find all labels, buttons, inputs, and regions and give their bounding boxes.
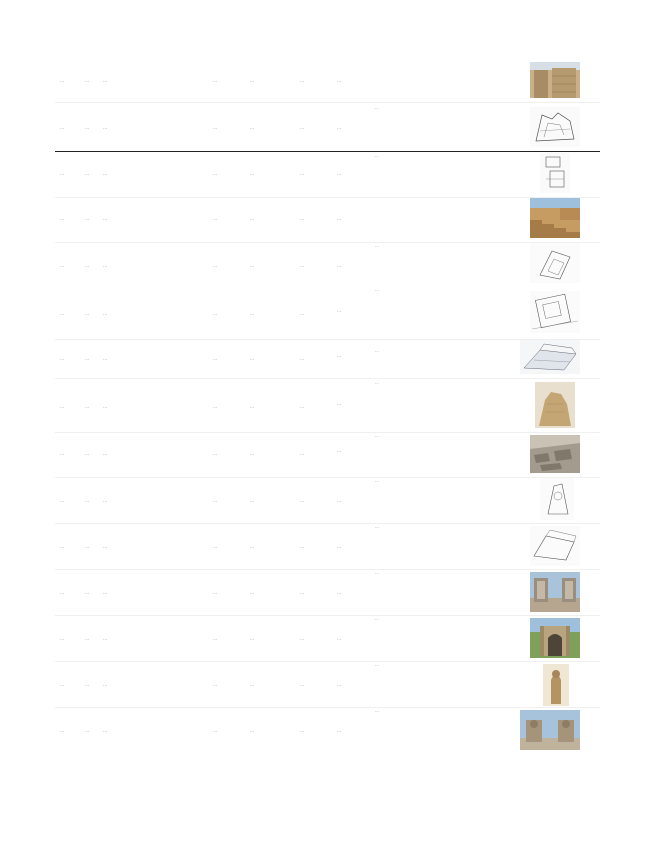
cell-number: … xyxy=(60,125,65,130)
cell-period: … xyxy=(250,311,255,316)
cell-type: … xyxy=(300,682,305,687)
cell-site: … xyxy=(213,544,218,549)
cell-index: … xyxy=(85,216,90,221)
cell-type: … xyxy=(300,728,305,733)
cell-description: … xyxy=(375,287,379,292)
table-row xyxy=(55,62,600,100)
cell-site: … xyxy=(213,125,218,130)
table-row xyxy=(55,570,600,614)
cell-period: … xyxy=(250,216,255,221)
cell-site: … xyxy=(213,498,218,503)
cell-number: … xyxy=(60,590,65,595)
cell-period: … xyxy=(250,125,255,130)
table-row xyxy=(55,708,600,752)
cell-period: … xyxy=(250,544,255,549)
thumbnail-statue-photo xyxy=(543,664,569,706)
cell-period: … xyxy=(250,356,255,361)
cell-index: … xyxy=(85,311,90,316)
cell-period: … xyxy=(250,728,255,733)
cell-number: … xyxy=(60,171,65,176)
cell-category: … xyxy=(337,353,342,358)
row-separator xyxy=(55,102,600,103)
thumbnail-gate-photo xyxy=(520,710,580,750)
cell-category: … xyxy=(337,308,342,313)
cell-category: … xyxy=(337,401,342,406)
table-row xyxy=(55,198,600,240)
cell-name: … xyxy=(103,125,108,130)
cell-period: … xyxy=(250,78,255,83)
table-row xyxy=(55,524,600,568)
cell-index: … xyxy=(85,544,90,549)
cell-name: … xyxy=(103,263,108,268)
cell-type: … xyxy=(300,636,305,641)
thumbnail-perspective-drawing xyxy=(530,526,580,566)
cell-type: … xyxy=(300,311,305,316)
cell-name: … xyxy=(103,216,108,221)
cell-description: … xyxy=(375,570,379,575)
cell-description: … xyxy=(375,524,379,529)
cell-site: … xyxy=(213,171,218,176)
cell-category: … xyxy=(337,590,342,595)
cell-category: … xyxy=(337,78,342,83)
cell-name: … xyxy=(103,451,108,456)
cell-category: … xyxy=(337,448,342,453)
cell-number: … xyxy=(60,404,65,409)
cell-number: … xyxy=(60,544,65,549)
thumbnail-stairs-photo xyxy=(530,198,580,238)
cell-type: … xyxy=(300,216,305,221)
table-row xyxy=(55,153,600,195)
table-row xyxy=(55,380,600,430)
cell-category: … xyxy=(337,263,342,268)
cell-category: … xyxy=(337,498,342,503)
cell-index: … xyxy=(85,263,90,268)
cell-period: … xyxy=(250,263,255,268)
cell-number: … xyxy=(60,498,65,503)
thumbnail-wall-photo xyxy=(530,62,580,98)
cell-index: … xyxy=(85,451,90,456)
cell-name: … xyxy=(103,78,108,83)
thumbnail-plan-drawing xyxy=(530,243,580,283)
thumbnail-drawing xyxy=(540,478,574,520)
cell-number: … xyxy=(60,636,65,641)
cell-name: … xyxy=(103,311,108,316)
cell-name: … xyxy=(103,636,108,641)
table-row xyxy=(55,478,600,522)
cell-name: … xyxy=(103,171,108,176)
cell-description: … xyxy=(375,380,379,385)
thumbnail-gate-photo xyxy=(530,618,580,658)
cell-site: … xyxy=(213,216,218,221)
cell-number: … xyxy=(60,682,65,687)
thumbnail-mound-photo xyxy=(535,382,575,428)
cell-type: … xyxy=(300,171,305,176)
cell-index: … xyxy=(85,125,90,130)
cell-period: … xyxy=(250,451,255,456)
cell-site: … xyxy=(213,78,218,83)
cell-category: … xyxy=(337,125,342,130)
cell-type: … xyxy=(300,78,305,83)
cell-description: … xyxy=(375,662,379,667)
cell-number: … xyxy=(60,728,65,733)
cell-period: … xyxy=(250,171,255,176)
cell-index: … xyxy=(85,356,90,361)
cell-site: … xyxy=(213,263,218,268)
cell-description: … xyxy=(375,433,379,438)
cell-name: … xyxy=(103,498,108,503)
cell-name: … xyxy=(103,356,108,361)
cell-site: … xyxy=(213,636,218,641)
cell-site: … xyxy=(213,682,218,687)
cell-category: … xyxy=(337,216,342,221)
cell-category: … xyxy=(337,636,342,641)
cell-index: … xyxy=(85,590,90,595)
cell-name: … xyxy=(103,682,108,687)
cell-site: … xyxy=(213,728,218,733)
cell-number: … xyxy=(60,451,65,456)
cell-period: … xyxy=(250,404,255,409)
section-rule xyxy=(55,151,600,152)
table-row xyxy=(55,662,600,706)
cell-name: … xyxy=(103,590,108,595)
cell-number: … xyxy=(60,263,65,268)
cell-index: … xyxy=(85,728,90,733)
cell-site: … xyxy=(213,311,218,316)
cell-type: … xyxy=(300,404,305,409)
table-row xyxy=(55,243,600,285)
thumbnail-gate-photo xyxy=(530,572,580,612)
thumbnail-ruins-photo xyxy=(530,435,580,473)
cell-site: … xyxy=(213,590,218,595)
cell-type: … xyxy=(300,590,305,595)
cell-description: … xyxy=(375,616,379,621)
cell-index: … xyxy=(85,682,90,687)
cell-description: … xyxy=(375,153,379,158)
cell-type: … xyxy=(300,125,305,130)
cell-index: … xyxy=(85,171,90,176)
cell-name: … xyxy=(103,728,108,733)
cell-description: … xyxy=(375,348,379,353)
cell-type: … xyxy=(300,356,305,361)
thumbnail-perspective-drawing xyxy=(520,340,580,374)
cell-category: … xyxy=(337,171,342,176)
cell-category: … xyxy=(337,544,342,549)
row-separator xyxy=(55,378,600,379)
cell-number: … xyxy=(60,216,65,221)
table-row xyxy=(55,340,600,376)
cell-category: … xyxy=(337,682,342,687)
table-row xyxy=(55,616,600,660)
cell-site: … xyxy=(213,356,218,361)
cell-site: … xyxy=(213,404,218,409)
cell-index: … xyxy=(85,78,90,83)
cell-number: … xyxy=(60,356,65,361)
cell-type: … xyxy=(300,544,305,549)
cell-type: … xyxy=(300,451,305,456)
cell-description: … xyxy=(375,708,379,713)
cell-period: … xyxy=(250,682,255,687)
cell-description: … xyxy=(375,243,379,248)
cell-period: … xyxy=(250,590,255,595)
cell-description: … xyxy=(375,105,379,110)
cell-type: … xyxy=(300,263,305,268)
cell-category: … xyxy=(337,728,342,733)
cell-index: … xyxy=(85,498,90,503)
cell-index: … xyxy=(85,404,90,409)
thumbnail-drawing xyxy=(540,153,570,193)
cell-number: … xyxy=(60,311,65,316)
thumbnail-plan-drawing xyxy=(530,291,580,333)
thumbnail-drawing xyxy=(530,107,580,147)
cell-site: … xyxy=(213,451,218,456)
table-row xyxy=(55,433,600,475)
cell-period: … xyxy=(250,636,255,641)
cell-index: … xyxy=(85,636,90,641)
cell-name: … xyxy=(103,404,108,409)
cell-description: … xyxy=(375,478,379,483)
cell-type: … xyxy=(300,498,305,503)
table-row xyxy=(55,287,600,337)
cell-name: … xyxy=(103,544,108,549)
cell-period: … xyxy=(250,498,255,503)
table-row xyxy=(55,105,600,149)
cell-number: … xyxy=(60,78,65,83)
